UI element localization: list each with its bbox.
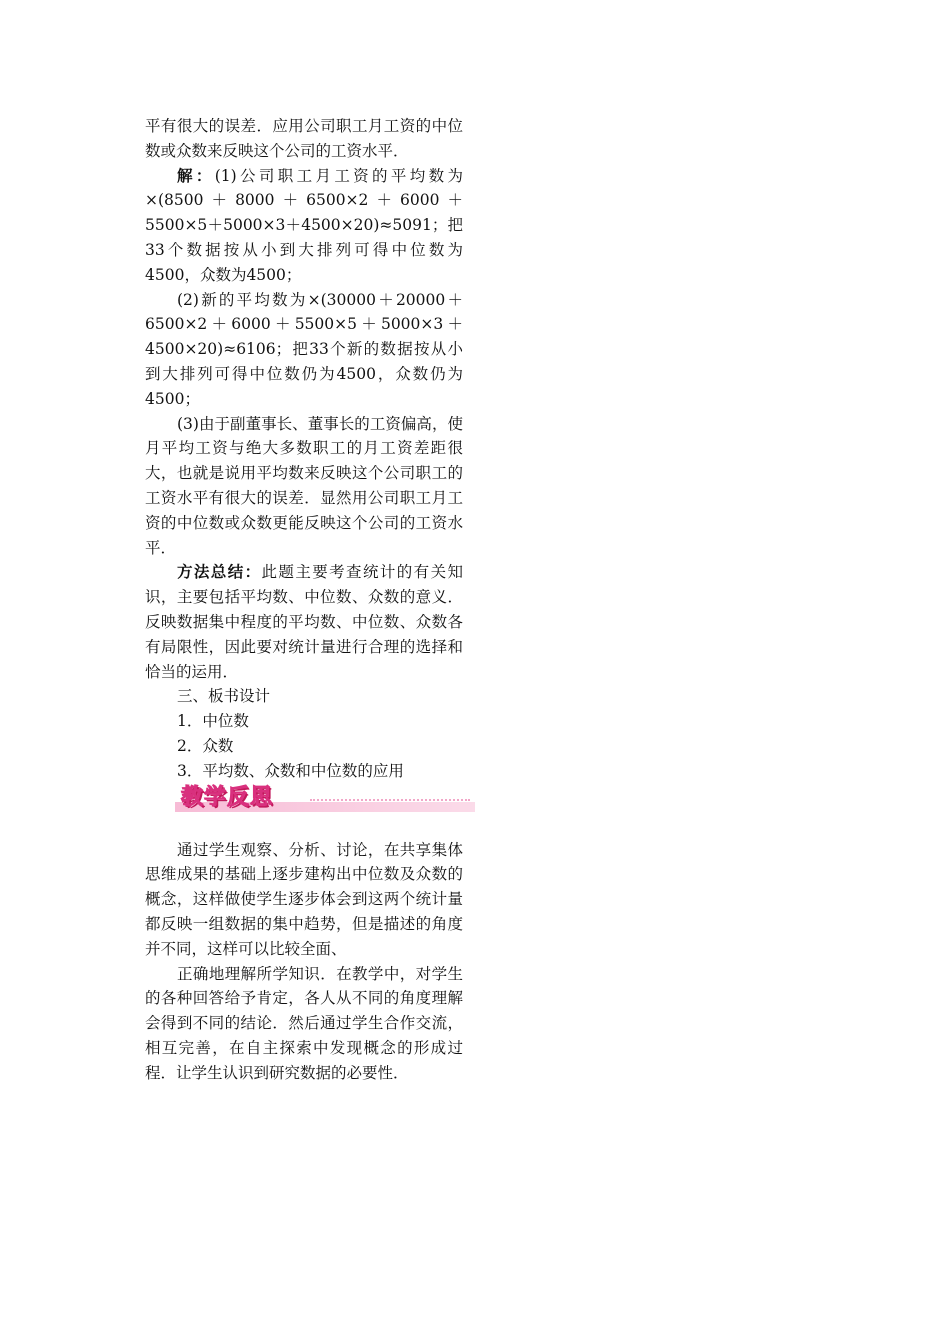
board-item-1: 1．中位数 <box>177 712 249 731</box>
board-item-3: 3．平均数、众数和中位数的应用 <box>177 761 404 780</box>
reflection-title: 教学反思 <box>181 784 274 810</box>
board-design-heading: 三、板书设计 <box>177 687 271 706</box>
solution-part-1-text: (1)公司职工月工资的平均数为×(8500＋8000＋6500×2＋6000＋5500×5＋5000×3＋4500×20)≈5091；把33个数据按从小到大排列可得中位数为4500，众数为4500； <box>145 166 463 284</box>
board-item-2: 2．众数 <box>177 736 234 755</box>
method-summary-label: 方法总结： <box>177 562 262 582</box>
solution-part-1 <box>145 164 463 288</box>
banner-dots <box>310 799 470 803</box>
reflection-banner <box>175 782 475 822</box>
method-summary-text: 此题主要考查统计的有关知识，主要包括平均数、中位数、众数的意义．反映数据集中程度的平均数、中位数、众数各有局限性，因此要对统计量进行合理的选择和恰当的运用． <box>145 563 463 681</box>
solution-label: 解： <box>177 165 215 185</box>
reflection-paragraph-2: 正确地理解所学知识．在教学中，对学生的各种回答给予肯定，各人从不同的角度理解会得到不同的结论．然后通过学生合作交流，相互完善，在自主探索中发现概念的形成过程．让学生认识到研究数据的必要性． <box>145 964 463 1082</box>
solution-part-2: (2)新的平均数为×(30000＋20000＋6500×2＋6000＋5500×5＋5000×3＋4500×20)≈6106；把33个新的数据按从小到大排列可得中位数仍为4500，众数仍为4500； <box>145 290 463 408</box>
method-summary <box>145 560 463 684</box>
solution-part-3: (3)由于副董事长、董事长的工资偏高，使月平均工资与绝大多数职工的月工资差距很大，也就是说用平均数来反映这个公司职工的工资水平有很大的误差．显然用公司职工月工资的中位数或众数更能反映这个公司的工资水平． <box>145 414 463 557</box>
document-column <box>145 114 463 1085</box>
reflection-paragraph-1: 通过学生观察、分析、讨论，在共享集体思维成果的基础上逐步建构出中位数及众数的概念，这样做使学生逐步体会到这两个统计量都反映一组数据的集中趋势，但是描述的角度并不同，这样可以比较全面、 <box>145 840 463 958</box>
continuation-paragraph: 平有很大的误差．应用公司职工月工资的中位数或众数来反映这个公司的工资水平． <box>145 117 463 160</box>
